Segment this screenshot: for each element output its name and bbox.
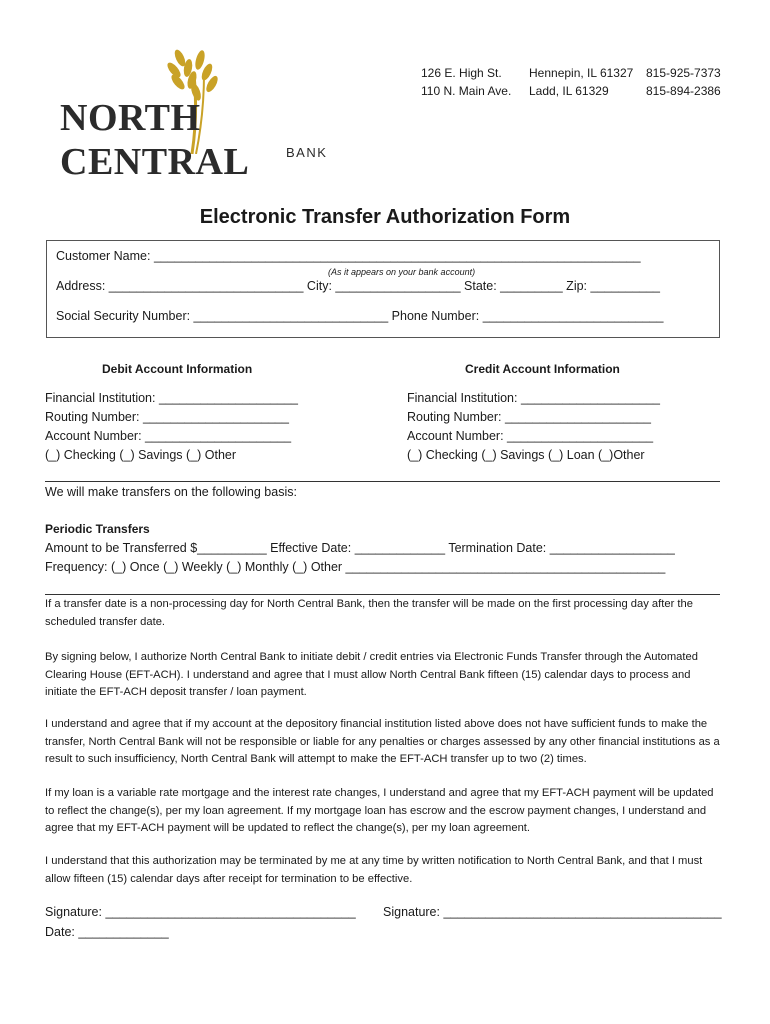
credit-account-type-options[interactable]: (_) Checking (_) Savings (_) Loan (_)Other — [407, 448, 645, 462]
paragraph-termination: I understand that this authorization may be terminated by me at any time by written notification to North Central Bank, and that I must allow fifteen (15) calendar days after receipt for termination to be effective. — [45, 855, 703, 885]
address-city-2: Ladd, IL 61329 — [529, 84, 609, 98]
form-title: Electronic Transfer Authorization Form — [199, 206, 571, 228]
address-phone-1: 815-925-7373 — [646, 66, 721, 80]
logo-bank-label: BANK — [286, 145, 328, 160]
divider-line — [45, 481, 720, 482]
paragraph-insufficient-funds: I understand and agree that if my account at the depository financial institution listed above does not have sufficient funds to make the transfer, North Central Bank will not be responsible or liable for any penalties or charges assessed by any other financial institutions as a result to such insufficiency, North Central Bank will attempt to make the EFT-ACH transfer up to two (2) times. — [45, 718, 720, 765]
debit-heading: Debit Account Information — [102, 362, 253, 376]
debit-routing-field[interactable]: Routing Number: _____________________ — [45, 410, 289, 424]
paragraph-authorization: By signing below, I authorize North Central Bank to initiate debit / credit entries via Electronic Funds Transfer through the Automated Clearing House (EFT-ACH). I understand and agree that I must allow North Central Bank fifteen (15) calendar days to process and initiate the EFT-ACH deposit transfer / loan payment. — [45, 651, 698, 698]
ssn-phone-field[interactable]: Social Security Number: ____________________________ Phone Number: __________________________ — [56, 309, 664, 323]
address-phone-2: 815-894-2386 — [646, 84, 721, 98]
customer-name-field[interactable]: Customer Name: ______________________________________________________________________ — [56, 249, 641, 263]
bank-logo — [60, 44, 345, 183]
credit-heading: Credit Account Information — [465, 362, 620, 376]
paragraph-variable-rate: If my loan is a variable rate mortgage and the interest rate changes, I understand and agree that my EFT-ACH payment will be updated to reflect the change(s), per my loan agreement. If my mortgage loan has escrow and the escrow payment changes, I understand and agree that my EFT-ACH payment will be updated to reflect the change(s), per my loan agreement. — [45, 787, 714, 834]
address-field[interactable]: Address: ____________________________ City: __________________ State: _________ Zip: __________ — [56, 279, 661, 293]
address-city-1: Hennepin, IL 61327 — [529, 66, 634, 80]
debit-account-field[interactable]: Account Number: _____________________ — [45, 429, 292, 443]
date-field[interactable]: Date: _____________ — [45, 925, 169, 939]
logo-wordmark: NORTH CENTRAL — [60, 97, 250, 183]
credit-institution-field[interactable]: Financial Institution: ____________________ — [407, 391, 660, 405]
credit-routing-field[interactable]: Routing Number: _____________________ — [407, 410, 651, 424]
frequency-options[interactable]: Frequency: (_) Once (_) Weekly (_) Monthly (_) Other ______________________________________________ — [45, 560, 666, 574]
paragraph-processing-day: If a transfer date is a non-processing day for North Central Bank, then the transfer will be made on the first processing day after the scheduled transfer date. — [45, 598, 693, 628]
debit-account-type-options[interactable]: (_) Checking (_) Savings (_) Other — [45, 448, 237, 462]
signature-field-1[interactable]: Signature: ____________________________________ — [45, 905, 356, 919]
signature-field-2[interactable]: Signature: ________________________________________ — [383, 905, 722, 919]
periodic-heading: Periodic Transfers — [45, 522, 150, 536]
address-street-1: 126 E. High St. — [421, 66, 502, 80]
debit-institution-field[interactable]: Financial Institution: ____________________ — [45, 391, 298, 405]
amount-dates-field[interactable]: Amount to be Transferred $__________ Effective Date: _____________ Termination Date: __________________ — [45, 541, 675, 555]
basis-text: We will make transfers on the following basis: — [45, 485, 297, 499]
customer-name-note: (As it appears on your bank account) — [328, 267, 476, 277]
credit-account-field[interactable]: Account Number: _____________________ — [407, 429, 654, 443]
divider-line — [45, 594, 720, 595]
address-street-2: 110 N. Main Ave. — [421, 84, 512, 98]
